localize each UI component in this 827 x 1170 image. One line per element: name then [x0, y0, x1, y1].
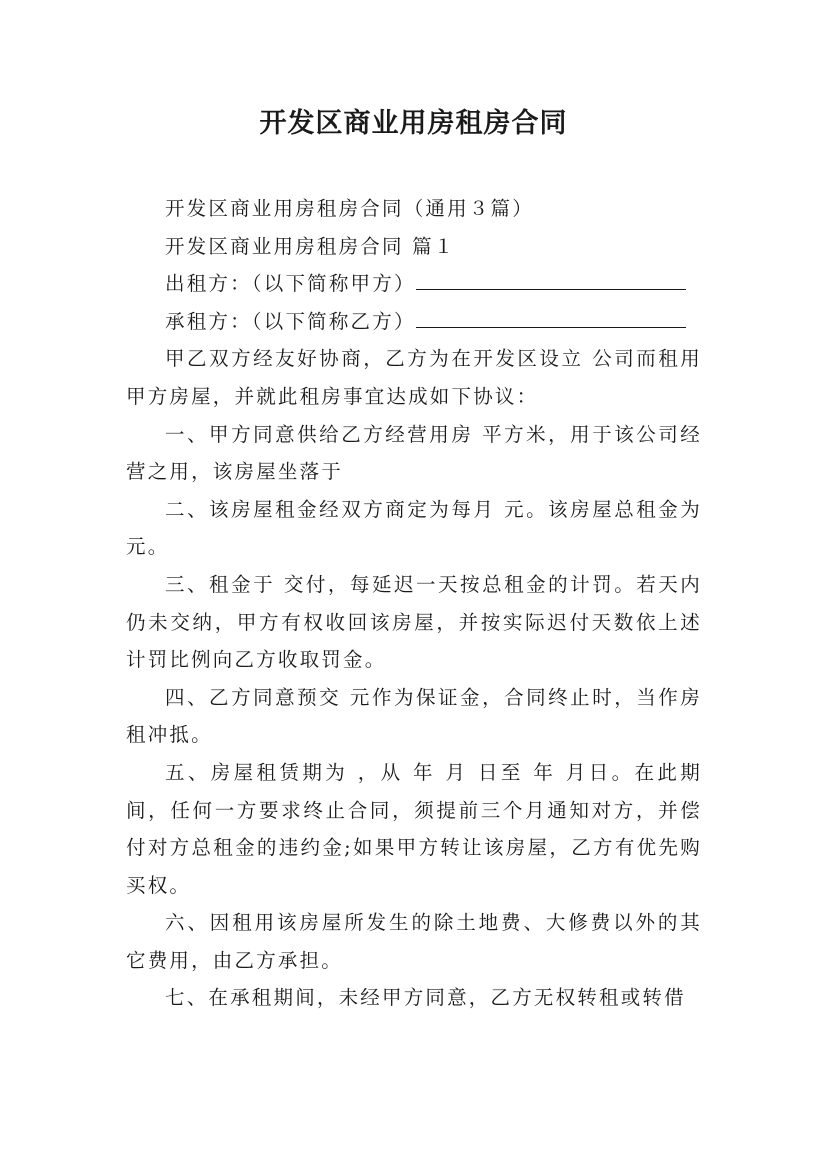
paragraph-clause-5: 五、房屋租赁期为 ，从 年 月 日至 年 月日。在此期间，任何一方要求终止合同，须提前三个月通知对方，并偿付对方总租金的违约金;如果甲方转让该房屋，乙方有优先购买权。 [126, 760, 702, 897]
paragraph-clause-3: 三、租金于 交付，每延迟一天按总租金的计罚。若天内仍未交纳，甲方有权收回该房屋，并按实际迟付天数依上述计罚比例向乙方收取罚金。 [126, 572, 702, 672]
document-subtitle: 开发区商业用房租房合同（通用３篇） [165, 197, 534, 220]
paragraph-clause-4: 四、乙方同意预交 元作为保证金，合同终止时，当作房租冲抵。 [126, 685, 702, 747]
document-title: 开发区商业用房租房合同 [259, 108, 568, 139]
paragraph-clause-2: 二、该房屋租金经双方商定为每月 元。该房屋总租金为 元。 [126, 497, 702, 559]
lessor-label: 出租方：（以下简称甲方） [165, 272, 416, 296]
paragraph-intro: 甲乙双方经友好协商，乙方为在开发区设立 公司而租用甲方房屋，并就此租房事宜达成如下协议： [126, 347, 702, 408]
paragraph-clause-1: 一、甲方同意供给乙方经营用房 平方米，用于该公司经营之用，该房屋坐落于 [126, 422, 702, 484]
lessor-line [126, 265, 702, 303]
lessee-line [126, 303, 702, 341]
lessor-blank [416, 269, 686, 290]
paragraph-clause-6: 六、因租用该房屋所发生的除土地费、大修费以外的其它费用，由乙方承担。 [126, 911, 702, 972]
paragraph-clause-7: 七、在承租期间，未经甲方同意，乙方无权转租或转借 [165, 986, 686, 1010]
lessee-blank [416, 307, 686, 328]
lessee-label: 承租方：（以下简称乙方） [165, 309, 416, 333]
part-heading: 开发区商业用房租房合同 篇１ [165, 234, 456, 258]
document-body [126, 190, 702, 1017]
